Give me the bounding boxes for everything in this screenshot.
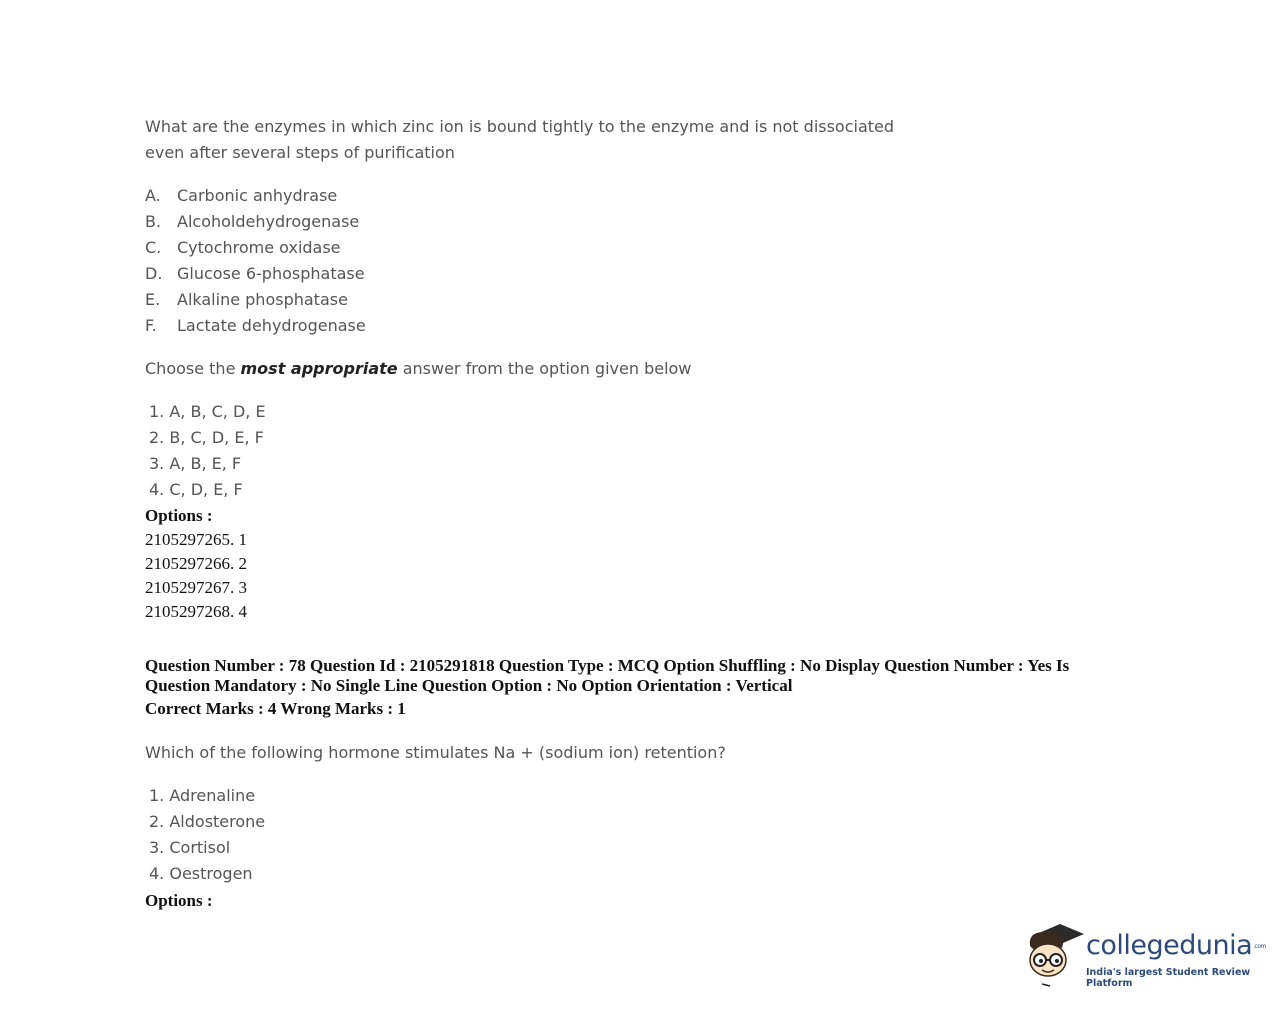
instruction-post: answer from the option given below <box>397 359 692 378</box>
instruction-text <box>145 359 691 378</box>
logo-tagline: India's largest Student Review Platform <box>1086 967 1251 989</box>
item-text: Alcoholdehydrogenase <box>177 212 360 231</box>
answer-choice: 3. Cortisol <box>149 838 231 857</box>
option-id: 2105297267. 3 <box>145 578 247 597</box>
item-letter: B. <box>145 212 162 231</box>
item-text: Carbonic anhydrase <box>177 186 338 205</box>
mascot-icon <box>1022 918 1084 990</box>
item-text: Glucose 6-phosphatase <box>177 264 365 283</box>
question-meta <box>145 656 1145 696</box>
answer-choice: 4. Oestrogen <box>149 864 253 883</box>
logo-wordmark: collegedunia.com <box>1086 930 1266 961</box>
list-item <box>145 212 359 231</box>
item-letter: F. <box>145 316 157 335</box>
item-letter: A. <box>145 186 161 205</box>
option-id: 2105297266. 2 <box>145 554 247 573</box>
answer-choice: 1. Adrenaline <box>149 786 256 805</box>
answer-choice: 4. C, D, E, F <box>149 480 243 499</box>
item-letter: C. <box>145 238 162 257</box>
question-text-line-1: What are the enzymes in which zinc ion is bound tightly to the enzyme and is not dissociated <box>145 117 895 136</box>
answer-choice: 1. A, B, C, D, E <box>149 402 266 421</box>
options-label: Options : <box>145 891 213 910</box>
answer-choice: 2. Aldosterone <box>149 812 266 831</box>
item-text: Cytochrome oxidase <box>177 238 341 257</box>
instruction-pre: Choose the <box>145 359 241 378</box>
answer-choice: 2. B, C, D, E, F <box>149 428 264 447</box>
question-meta-line-1: Question Number : 78 Question Id : 2105291818 Question Type : MCQ Option Shuffling : No Display Question Number : Yes Is <box>145 656 1070 675</box>
item-text: Lactate dehydrogenase <box>177 316 366 335</box>
question-text-line-2: even after several steps of purification <box>145 143 455 162</box>
list-item <box>145 290 348 309</box>
options-label: Options : <box>145 506 213 525</box>
item-text: Alkaline phosphatase <box>177 290 348 309</box>
option-id: 2105297265. 1 <box>145 530 247 549</box>
instruction-emphasis: most appropriate <box>240 359 398 378</box>
collegedunia-logo <box>1022 916 1266 996</box>
list-item <box>145 238 341 257</box>
list-item <box>145 316 366 335</box>
logo-suffix: .com <box>1253 943 1266 950</box>
item-letter: E. <box>145 290 161 309</box>
list-item <box>145 264 365 283</box>
question-meta-line-2: Question Mandatory : No Single Line Question Option : No Option Orientation : Vertical <box>145 676 793 695</box>
question-text: Which of the following hormone stimulates Na + (sodium ion) retention? <box>145 743 726 762</box>
list-item <box>145 186 337 205</box>
option-id: 2105297268. 4 <box>145 602 247 621</box>
marks-info: Correct Marks : 4 Wrong Marks : 1 <box>145 699 406 718</box>
answer-choice: 3. A, B, E, F <box>149 454 242 473</box>
item-letter: D. <box>145 264 163 283</box>
